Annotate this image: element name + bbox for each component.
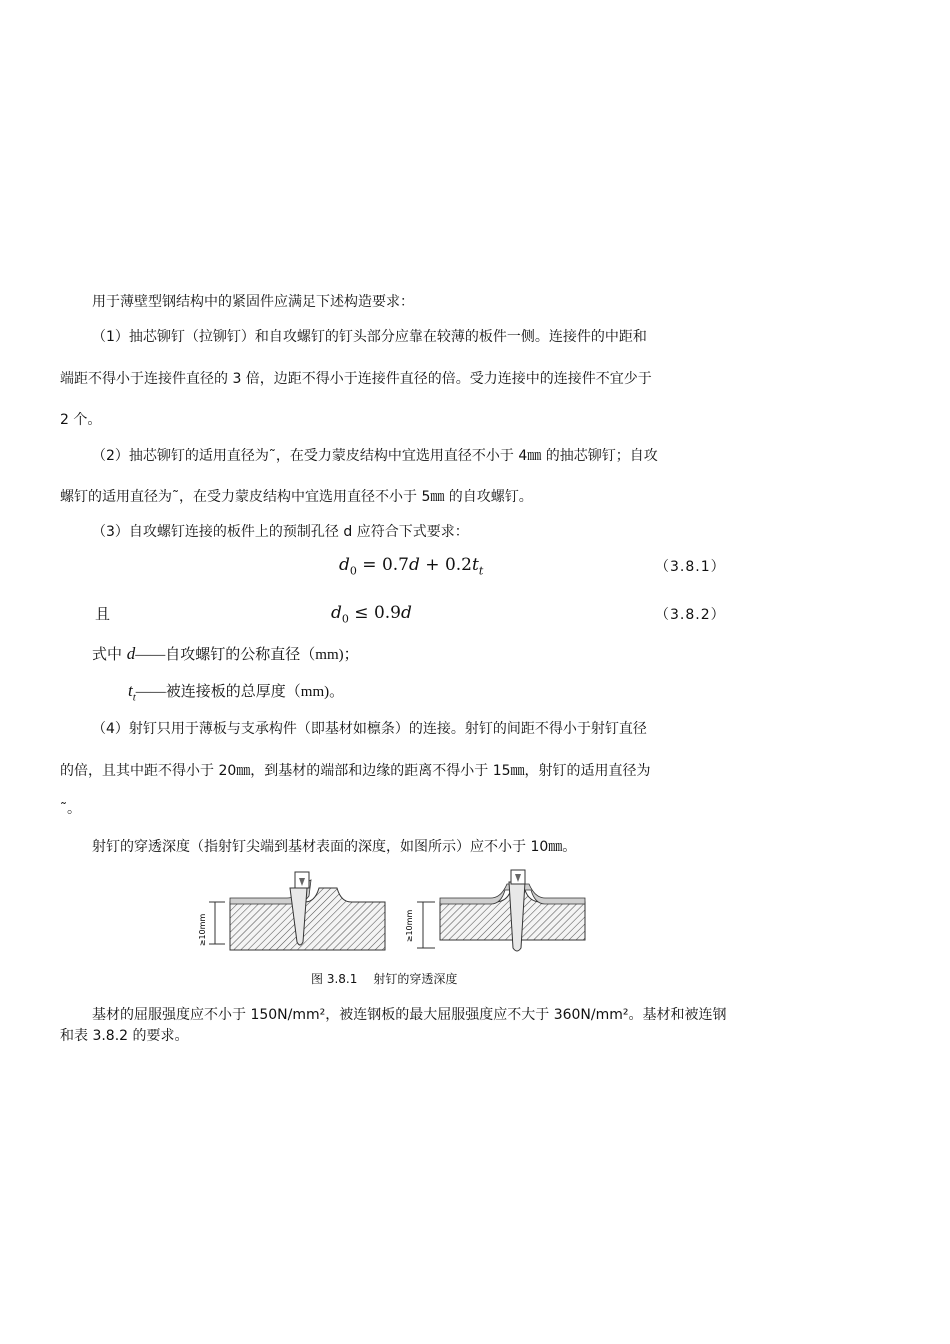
equation-3-8-2: $d_0 \le 0.9d$ (331, 603, 412, 626)
symbol-t: $t_t$ (128, 681, 136, 704)
figure-number: 图 3.8.1 (311, 972, 358, 986)
where-t-text: ——被连接板的总厚度（mm)。 (135, 684, 345, 700)
right-dimension-marker (417, 902, 435, 948)
where-prefix: 式中 (92, 645, 123, 663)
base-material-line1: 基材的屈服强度应不小于 150N/mm²，被连钢板的最大屈服强度应不大于 360N/mm²。基材和被连钢 (92, 1007, 727, 1023)
intro-paragraph: 用于薄壁型钢结构中的紧固件应满足下述构造要求： (92, 294, 414, 310)
left-dimension-marker (209, 902, 225, 944)
item4-line2: 的倍，且其中距不得小于 20㎜，到基材的端部和边缘的距离不得小于 15㎜，射钉的适用直径为 (60, 763, 651, 779)
symbol-d: d (126, 644, 136, 663)
item1-line2: 端距不得小于连接件直径的 3 倍，边距不得小于连接件直径的倍。受力连接中的连接件不宜少于 (60, 371, 652, 387)
figure-caption (311, 970, 457, 987)
item2-line1: （2）抽芯铆钉的适用直径为˜，在受力蒙皮结构中宜选用直径不小于 4㎜ 的抽芯铆钉；自攻 (92, 448, 658, 464)
where-d-line (92, 645, 359, 664)
left-dimension-label: ≥10mm (198, 913, 207, 947)
where-t-line (128, 682, 344, 706)
figure-title: 射钉的穿透深度 (373, 972, 458, 986)
item1-line3: 2 个。 (60, 412, 102, 428)
item4-line3: ˜。 (60, 801, 81, 817)
item1-line1: （1）抽芯铆钉（拉铆钉）和自攻螺钉的钉头部分应靠在较薄的板件一侧。连接件的中距和 (92, 329, 647, 345)
equation-2-prefix: 且 (95, 605, 111, 623)
penetration-paragraph: 射钉的穿透深度（指射钉尖端到基材表面的深度，如图所示）应不小于 10㎜。 (92, 839, 577, 855)
nail-penetration-figure (195, 868, 595, 964)
right-dimension-label: ≥10mm (405, 909, 414, 943)
where-d-text: ——自攻螺钉的公称直径（mm)； (135, 647, 359, 663)
equation-3-8-2-number: （3.8.2） (655, 607, 726, 623)
left-nail-diagram (230, 872, 385, 950)
item2-line2: 螺钉的适用直径为˜，在受力蒙皮结构中宜选用直径不小于 5㎜ 的自攻螺钉。 (60, 489, 533, 505)
base-material-line2: 和表 3.8.2 的要求。 (60, 1028, 189, 1044)
item4-line1: （4）射钉只用于薄板与支承构件（即基材如檩条）的连接。射钉的间距不得小于射钉直径 (92, 721, 647, 737)
item3-line1: （3）自攻螺钉连接的板件上的预制孔径 d 应符合下式要求： (92, 524, 469, 540)
equation-3-8-1: $d_0 = 0.7d + 0.2t_t$ (339, 555, 484, 578)
right-nail-diagram (440, 870, 585, 951)
equation-3-8-1-number: （3.8.1） (655, 559, 726, 575)
